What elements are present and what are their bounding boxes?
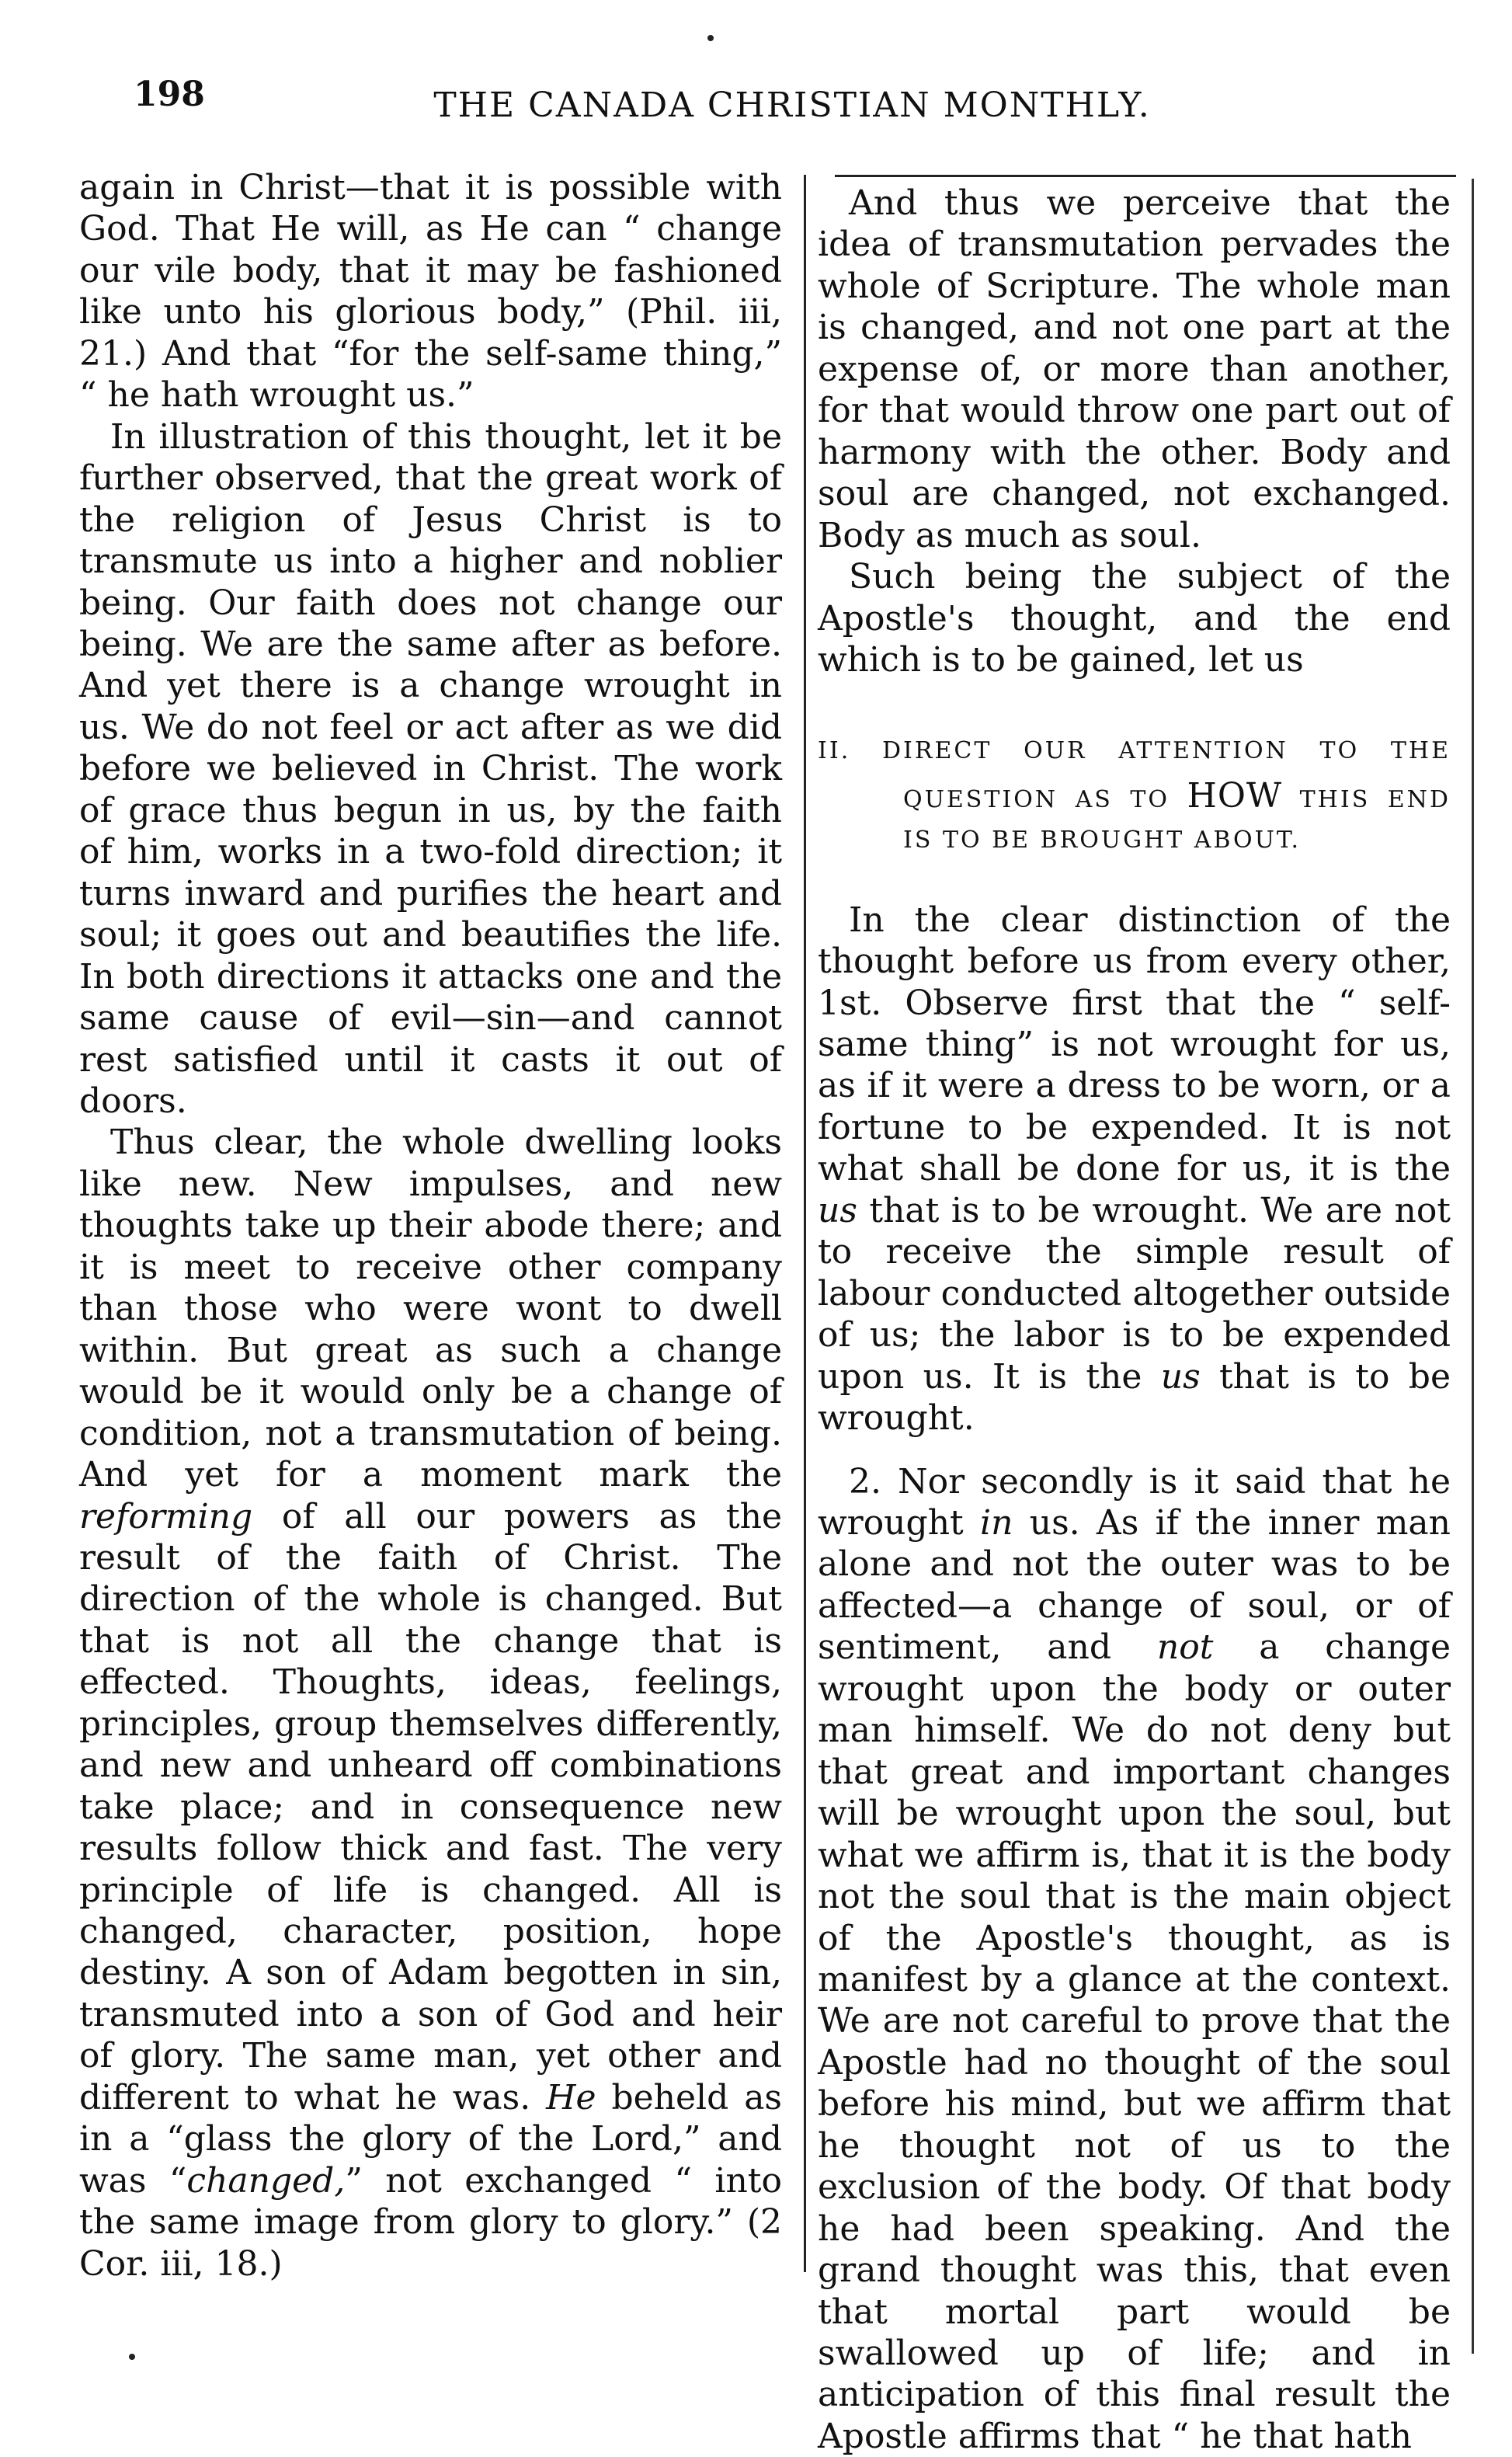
text-run: Thus clear, the whole dwelling looks like new. New impulses, and new thoughts take up their abode there; and it is meet to receive other company than those who were wont to dwell within. But great as such a change would be it would only be a change of condition, not a transmutation of being. And yet for a moment mark the [79, 1122, 782, 1495]
italic-word: us [818, 1190, 857, 1230]
text-run: ” not exchanged “ into the same image from glory to glory.” (2 Cor. iii, 18.) [79, 2160, 782, 2284]
right-paragraph-2: Such being the subject of the Apostle's thought, and the end which is to be gained, let us [818, 557, 1451, 680]
left-paragraph-2: In illustration of this thought, let it be further observed, that the great work of the religion of Jesus Christ is to transmute us into a higher and noblier being. Our faith does not change our being. We are the same after as before. And yet there is a change wrought in us. We do not feel or act after as we did before we believed in Christ. The work of grace thus begun in us, by the faith of him, works in a two-fold direction; it turns inward and purifies the heart and soul; it goes out and beautifies the life. In both directions it attacks one and the same cause of evil—sin—and cannot rest satisfied until it casts it out of doors. [79, 416, 782, 1121]
text-run: beheld as in a “glass the glory of the Lord,” and was “ [79, 2077, 783, 2201]
page-number: 198 [134, 75, 205, 114]
ink-speck [707, 35, 714, 41]
heading-emphasis: HOW [1187, 775, 1283, 816]
header-rule [835, 175, 1456, 177]
right-paragraph-1: And thus we perceive that the idea of transmutation pervades the whole of Scripture. The whole man is changed, and not one part at the expense of, or more than another, for that would throw one part out of harmony with the other. Body and soul are changed, not exchanged. Body as much as soul. [818, 183, 1451, 555]
text-run: a change wrought upon the body or outer man himself. We do not deny but that great and important changes will be wrought upon the soul, but what we affirm is, that it is the body not the soul that is the main object of the Apostle's thought, as is manifest by a glance at the context. We are not careful to prove that the Apostle had no thought of the soul before his mind, but we affirm that he thought not of us to the exclusion of the body. Of that body he had been speaking. And the grand thought was this, that even that mortal part would be swallowed up of life; and in anticipation of this final result the Apostle affirms that “ he that hath [818, 1627, 1451, 2456]
page-edge-line [1472, 179, 1474, 2354]
left-column [79, 167, 782, 2285]
heading-text: THIS END IS TO BE BROUGHT ABOUT. [903, 785, 1451, 854]
heading-text: II. DIRECT OUR ATTENTION TO THE QUESTION AS TO [818, 737, 1451, 813]
italic-word: reforming [79, 1496, 253, 1536]
text-run: In the clear distinction of the thought before us from every other, 1st. Observe first that the “ self-same thing” is not wrought for us, as if it were a dress to be worn, or a fortune to be expended. It is not what shall be done for us, it is the [818, 900, 1451, 1189]
italic-word: He [546, 2077, 596, 2118]
text-run: 2. Nor secondly is it said that he wrought [818, 1461, 1451, 1543]
text-run: that is to be wrought. [818, 1356, 1451, 1439]
right-paragraph-3 [818, 900, 1451, 1439]
section-heading [818, 733, 1451, 858]
right-paragraph-4 [818, 1461, 1451, 2457]
right-column [818, 183, 1451, 2457]
italic-word: us [1160, 1356, 1201, 1397]
column-divider [804, 175, 806, 2272]
text-run: that is to be wrought. We are not to receive the simple result of labour conducted altogether outside of us; the labor is to be expended upon us. It is the [818, 1190, 1451, 1397]
running-header: THE CANADA CHRISTIAN MONTHLY. [433, 85, 1151, 125]
left-paragraph-3 [79, 1122, 782, 2285]
italic-word: in [980, 1502, 1013, 1543]
text-run: of all our powers as the result of the faith of Christ. The direction of the whole is changed. But that is not all the change that is effected. Thoughts, ideas, feelings, principles, group themselves differently, and new and unheard off combinations take place; and in consequence new results follow thick and fast. The very principle of life is changed. All is changed, character, position, hope destiny. A son of Adam begotten in sin, transmuted into a son of God and heir of glory. The same man, yet other and different to what he was. [79, 1496, 782, 2118]
text-run: us. As if the inner man alone and not the outer was to be affected—a change of soul, or of sentiment, and [818, 1502, 1451, 1668]
ink-speck [129, 2354, 135, 2360]
left-paragraph-1: again in Christ—that it is possible with God. That He will, as He can “ change our vile body, that it may be fashioned like unto his glorious body,” (Phil. iii, 21.) And that “for the self-same thing,” “ he hath wrought us.” [79, 168, 782, 416]
italic-word: not [1156, 1627, 1214, 1668]
italic-word: changed, [186, 2160, 346, 2201]
